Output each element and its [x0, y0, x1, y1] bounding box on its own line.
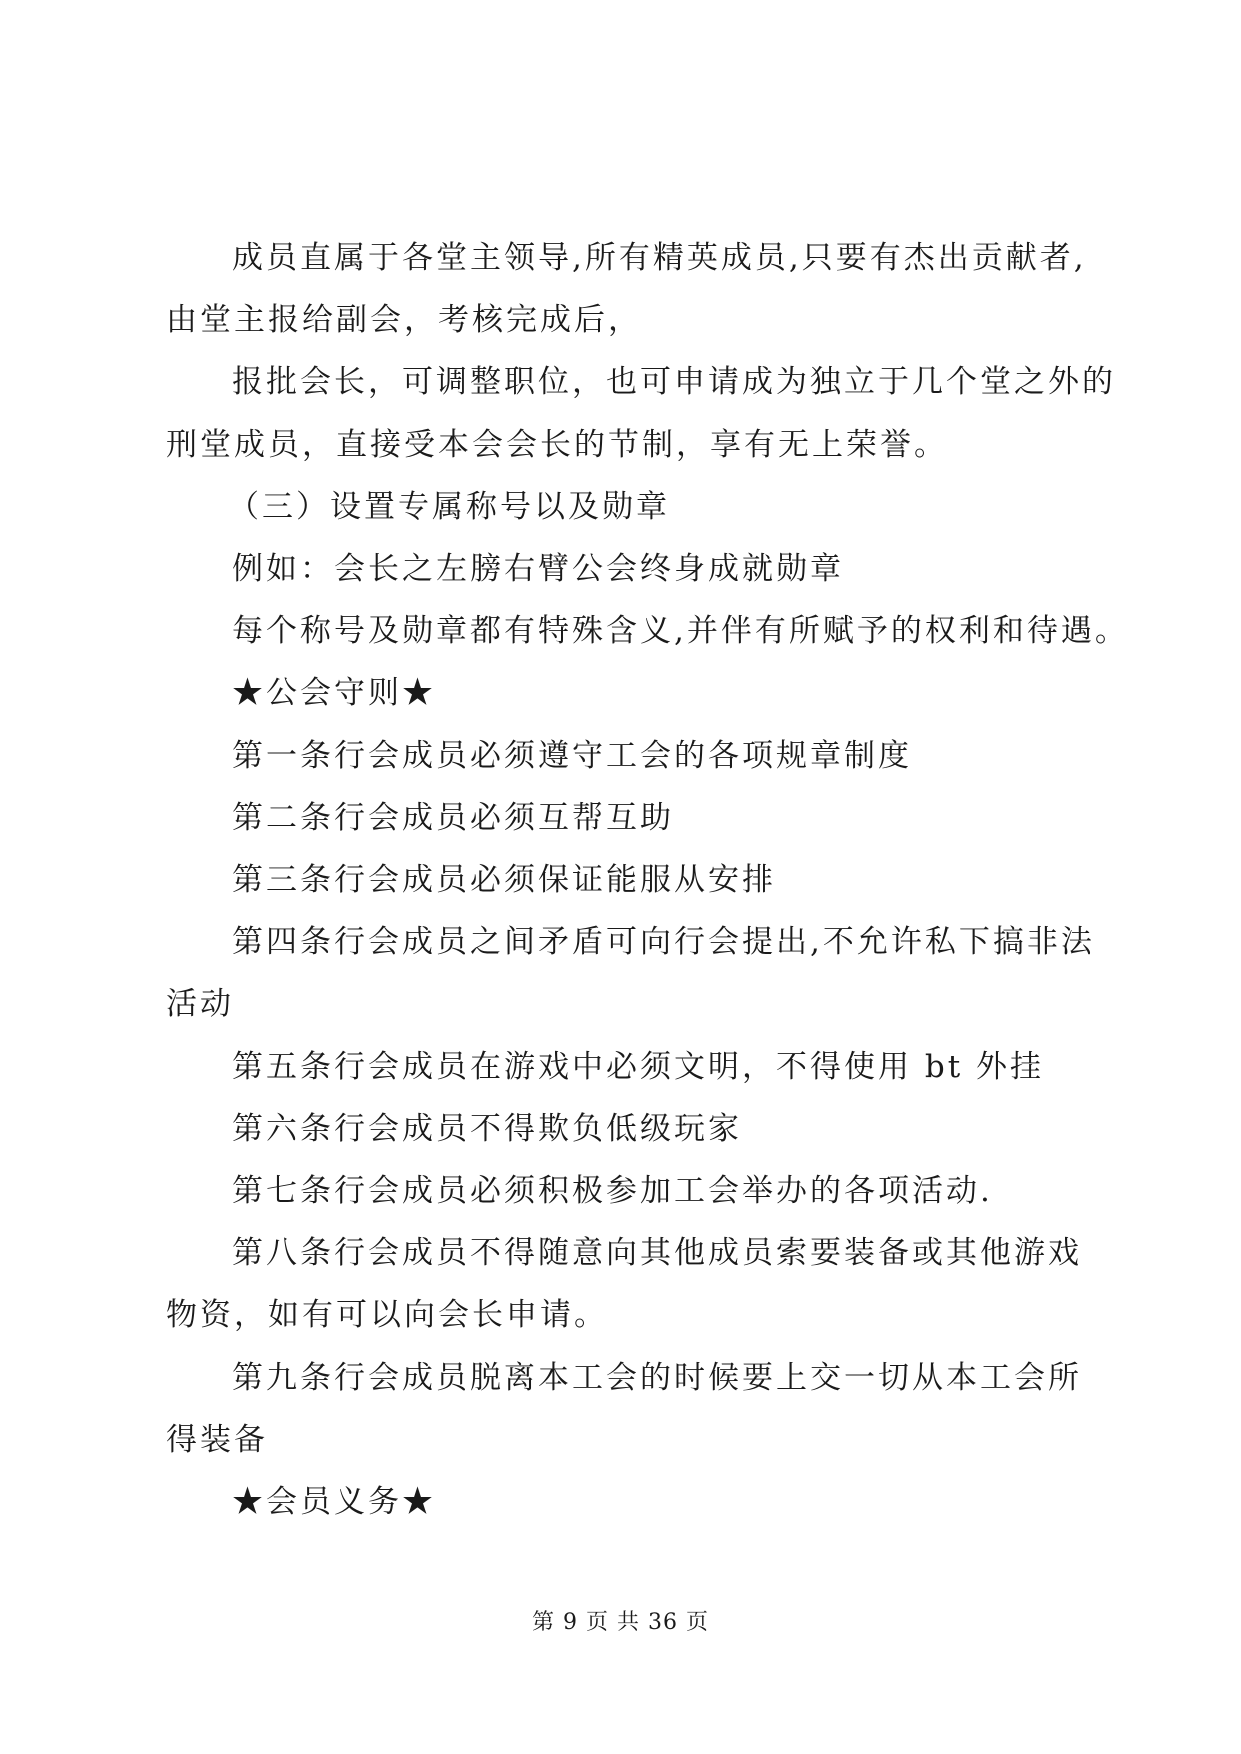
rule-article-9: 第九条行会成员脱离本工会的时候要上交一切从本工会所: [232, 1360, 1082, 1396]
text-line-4: 刑堂成员，直接受本会会长的节制，享有无上荣誉。: [166, 427, 948, 463]
rule-article-2: 第二条行会成员必须互帮互助: [232, 800, 674, 836]
heading-member-duties: ★会员义务★: [232, 1484, 436, 1520]
rule-article-8-continued: 物资，如有可以向会长申请。: [166, 1297, 608, 1333]
text-line-7: 每个称号及勋章都有特殊含义,并伴有所赋予的权利和待遇。: [232, 613, 1129, 649]
rule-article-6: 第六条行会成员不得欺负低级玩家: [232, 1111, 742, 1147]
rule-article-3: 第三条行会成员必须保证能服从安排: [232, 862, 776, 898]
rule-article-7: 第七条行会成员必须积极参加工会举办的各项活动.: [232, 1173, 993, 1209]
rule-article-4: 第四条行会成员之间矛盾可向行会提出,不允许私下搞非法: [232, 924, 1095, 960]
text-line-3: 报批会长，可调整职位，也可申请成为独立于几个堂之外的: [232, 364, 1116, 400]
rule-article-9-continued: 得装备: [166, 1422, 268, 1458]
text-line-2: 由堂主报给副会，考核完成后，: [166, 302, 642, 338]
rule-article-1: 第一条行会成员必须遵守工会的各项规章制度: [232, 738, 912, 774]
text-line-6: 例如：会长之左膀右臂公会终身成就勋章: [232, 551, 844, 587]
heading-guild-rules: ★公会守则★: [232, 675, 436, 711]
subheading-special-titles: （三）设置专属称号以及勋章: [228, 489, 670, 525]
page-footer: 第 9 页 共 36 页: [532, 1610, 709, 1635]
text-line-1: 成员直属于各堂主领导,所有精英成员,只要有杰出贡献者,: [232, 240, 1087, 276]
rule-article-5: 第五条行会成员在游戏中必须文明，不得使用 bt 外挂: [232, 1049, 1045, 1085]
rule-article-8: 第八条行会成员不得随意向其他成员索要装备或其他游戏: [232, 1235, 1082, 1271]
rule-article-4-continued: 活动: [166, 986, 234, 1022]
